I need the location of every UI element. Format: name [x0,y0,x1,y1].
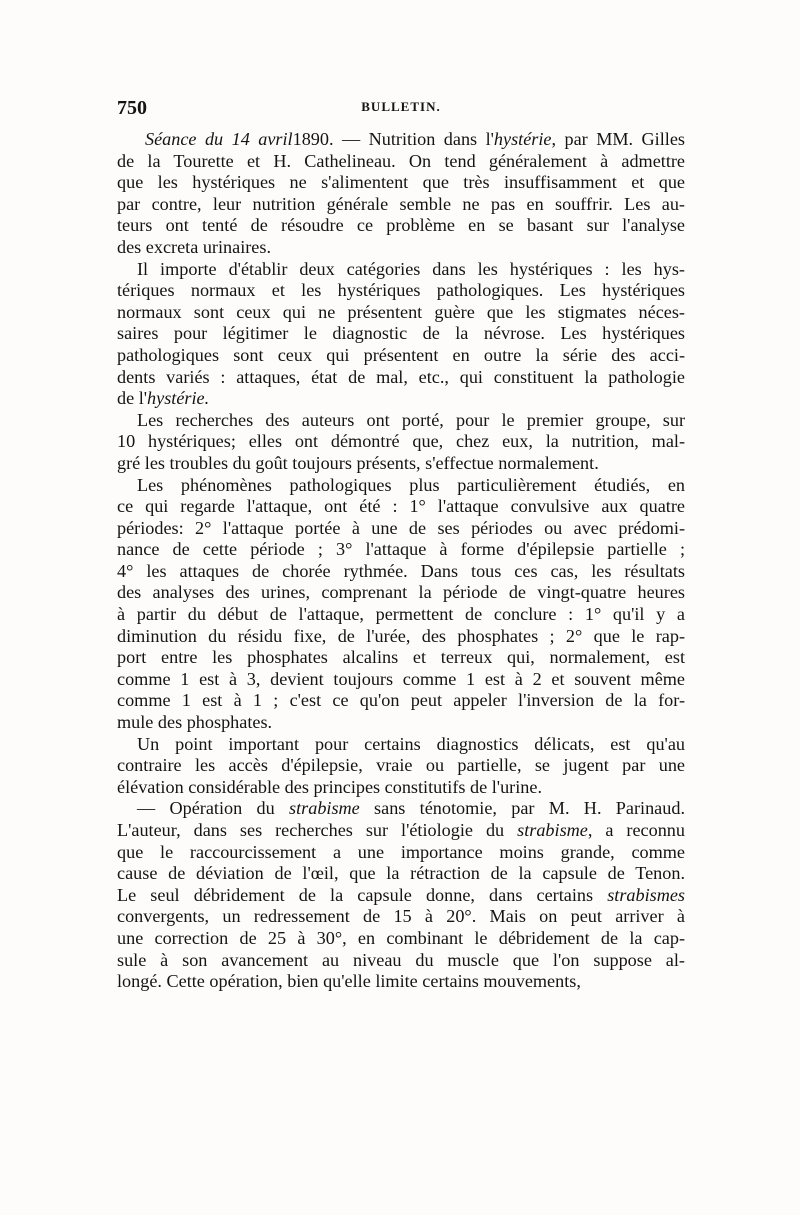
text-run: sule à son avancement au niveau du muscle que l'on suppose al- [117,949,685,970]
text-run: que le raccourcissement a une importance moins grande, comme [117,841,685,862]
text-run: des excreta urinaires. [117,236,272,257]
text-run: saires pour légitimer le diagnostic de la névrose. Les hystériques [117,323,685,344]
text-line [117,777,685,799]
text-line [117,820,685,842]
text-line [117,129,685,151]
text-run: 4° les attaques de chorée rythmée. Dans tous ces cas, les résultats [117,560,685,581]
text-run: teurs ont tenté de résoudre ce problème en se basant sur l'analyse [117,215,685,236]
text-run: Les recherches des auteurs ont porté, pour le premier groupe, sur [137,409,685,430]
text-run: par contre, leur nutrition générale semble ne pas en souffrir. Les au- [117,193,685,214]
italic-text: hystérie. [147,388,210,409]
text-run: longé. Cette opération, bien qu'elle limite certains mouvements, [117,971,581,992]
text-line [117,928,685,950]
text-line [117,475,685,497]
italic-text: Séance du 14 avril [145,129,293,149]
text-line [117,453,685,475]
italic-text: strabisme [517,820,588,840]
text-run: une correction de 25 à 30°, en combinant le débridement de la cap- [117,927,685,948]
text-run: port entre les phosphates alcalins et terreux qui, normalement, est [117,647,685,668]
text-run: 1890. — Nutrition dans l' [292,129,494,149]
text-line [117,842,685,864]
text-line [117,259,685,281]
text-run: mule des phosphates. [117,712,273,733]
italic-text: strabismes [607,884,685,905]
text-line [117,863,685,885]
text-line [117,388,685,410]
text-line [117,626,685,648]
text-run: Le seul débridement de la capsule donne, dans certains [117,884,608,905]
text-run: de la Tourette et H. Cathelineau. On tend généralement à admettre [117,150,685,171]
text-run: dents variés : attaques, état de mal, etc., qui constituent la pathologie [117,366,685,387]
text-run: tériques normaux et les hystériques pathologiques. Les hystériques [117,280,685,301]
text-line [117,604,685,626]
text-line [117,690,685,712]
text-line [117,561,685,583]
text-line [117,410,685,432]
text-line [117,215,685,237]
text-line [117,431,685,453]
text-line [117,971,685,993]
text-run: contraire les accès d'épilepsie, vraie ou partielle, se jugent par une [117,755,685,776]
text-run: élévation considérable des principes constitutifs de l'urine. [117,776,542,797]
running-title: BULLETIN. [361,99,441,114]
text-line [117,734,685,756]
text-line [117,151,685,173]
text-run: Un point important pour certains diagnostics délicats, est qu'au [137,733,685,754]
text-line [117,647,685,669]
text-run: Il importe d'établir deux catégories dans les hystériques : les hys- [137,258,685,279]
text-line [117,885,685,907]
text-run: nance de cette période ; 3° l'attaque à forme d'épilepsie partielle ; [117,539,685,560]
text-line [117,280,685,302]
text-run: , a reconnu [587,820,685,840]
text-run: L'auteur, dans ses recherches sur l'étiologie du [117,820,518,840]
text-line [117,237,685,259]
text-line [117,906,685,928]
text-run: pathologiques sont ceux qui présentent en outre la série des acci- [117,344,685,365]
text-line [117,669,685,691]
text-run: sans ténotomie, par M. H. Parinaud. [359,798,685,819]
text-run: — Opération du [137,798,290,819]
text-line [117,367,685,389]
text-run: comme 1 est à 1 ; c'est ce qu'on peut appeler l'inversion de la for- [117,690,685,711]
text-line [117,950,685,972]
text-run: comme 1 est à 3, devient toujours comme 1 est à 2 et souvent même [117,668,685,689]
text-run: à partir du début de l'attaque, permettent de conclure : 1° qu'il y a [117,604,685,625]
text-line [117,496,685,518]
text-run: que les hystériques ne s'alimentent que très insuffisamment et que [117,172,685,193]
text-run: périodes: 2° l'attaque portée à une de ses périodes ou avec prédomi- [117,517,685,538]
text-run: cause de déviation de l'œil, que la rétraction de la capsule de Tenon. [117,863,685,884]
text-line [117,712,685,734]
text-line [117,518,685,540]
text-line [117,539,685,561]
text-run: des analyses des urines, comprenant la période de vingt-quatre heures [117,582,685,603]
text-run: 10 hystériques; elles ont démontré que, chez eux, la nutrition, mal- [117,431,685,452]
text-run: Les phénomènes pathologiques plus particulièrement étudiés, en [137,474,685,495]
text-run: normaux sont ceux qui ne présentent guère que les stigmates néces- [117,301,685,322]
text-line [117,323,685,345]
body-text [117,129,685,993]
text-line [117,194,685,216]
text-run: de l' [117,388,148,409]
italic-text: hystérie [493,129,552,149]
text-line [117,798,685,820]
text-run: diminution du résidu fixe, de l'urée, des phosphates ; 2° que le rap- [117,625,685,646]
page-header [117,96,685,124]
text-line [117,755,685,777]
text-run: , par MM. Gilles [551,129,685,149]
text-line [117,302,685,324]
italic-text: strabisme [289,798,360,819]
text-line [117,582,685,604]
text-line [117,345,685,367]
page-number: 750 [117,97,147,119]
text-run: convergents, un redressement de 15 à 20°. Mais on peut arriver à [117,906,685,927]
text-run: ce qui regarde l'attaque, ont été : 1° l'attaque convulsive aux quatre [117,496,685,517]
text-line [117,172,685,194]
text-run: gré les troubles du goût toujours présents, s'effectue normalement. [117,452,599,473]
